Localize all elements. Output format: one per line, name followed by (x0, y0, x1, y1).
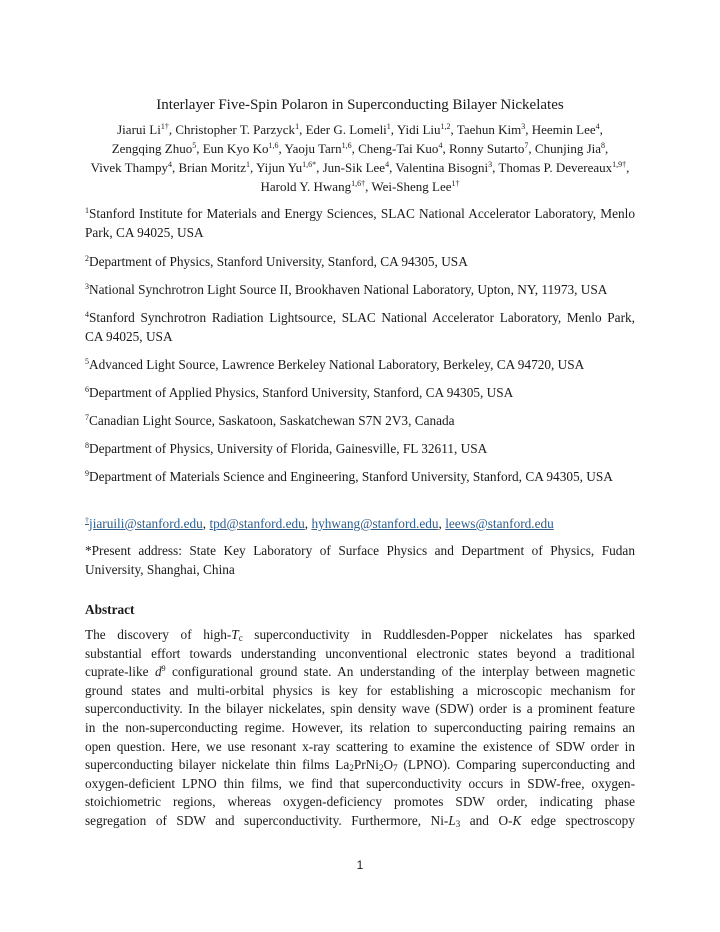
dagger-mark: † (85, 516, 89, 525)
author: Taehun Kim (456, 122, 522, 137)
abstract-line: superconducting bilayer nickelate thin films $La_2PrNi_2O_7$ (LPNO). Comparing superconducting and (85, 757, 635, 774)
author: Harold Y. Hwang (260, 179, 352, 194)
abstract-line: superconductivity. In the bilayer nickelates, spin density wave (SDW) order is a prominent feature (85, 701, 635, 717)
abstract-line: ground states and multi-orbital physics is key for establishing a microscopic mechanism for (85, 682, 635, 698)
author: Zengqing Zhuo (111, 141, 193, 156)
affiliation: $^9$Department of Materials Science and Engineering, Stanford University, Stanford, CA 94305, USA (85, 469, 613, 484)
affiliation: $^8$Department of Physics, University of Florida, Gainesville, FL 32611, USA (85, 441, 488, 456)
abstract-line: open question. Here, we use resonant x-ray scattering to examine the existence of SDW order in (85, 738, 635, 754)
page-number: 1 (356, 858, 364, 872)
author-line-3: Vivek Thampy$^4$, Brian Moritz$^1$, Yijun $Yu^{1,6*}$, Jun-Sik Lee$^4$, Valentina Bisogni$^3$, Thomas P. Devereaux$^{1,9\dagger}$, Harold Y. Hwang$^{1,6\dagger}$, Wei-Sheng Lee$^{1\dagger}$ (90, 160, 630, 194)
affiliation: $^4$Stanford Synchrotron Radiation Lightsource, SLAC National Accelerator Laboratory, Menlo Park, CA 94025, USA (85, 310, 635, 344)
abstract-line: substantial effort towards understanding unconventional electronic states beyond a traditional (85, 645, 635, 661)
author: Yijun Yu (256, 160, 303, 175)
author-line-2: Zengqing Zhuo$^5$, Eun Kyo Ko$^{1,6}$, Yaoju Tarn$^{1,6}$, Cheng-Tai Kuo$^4$, Ronny Sutarto$^7$, Chunjing Jia$^8$, (111, 141, 609, 156)
abstract-line: in the non-superconducting regime. However, its relation to superconducting pairing remains an (85, 719, 635, 735)
corresponding-emails: †jiaruili@stanford.edu, tpd@stanford.edu, hyhwang@stanford.edu, leews@stanford.edu (85, 516, 554, 531)
email-link[interactable]: leews@stanford.edu (445, 516, 554, 531)
author: Cheng-Tai Kuo (358, 141, 439, 156)
author: Yaoju Tarn (284, 141, 342, 156)
author: Wei-Sheng Lee (371, 179, 452, 194)
author: Vivek Thampy (90, 160, 168, 175)
abstract-line: The discovery of high-$T_c$ superconductivity in Ruddlesden-Popper nickelates has sparked (85, 627, 635, 643)
abstract-body (85, 626, 635, 831)
email-link[interactable]: tpd@stanford.edu (209, 516, 305, 531)
author: Jiarui Li (117, 122, 161, 137)
abstract-line: stoichiometric regions, whereas oxygen-deficiency promotes SDW order, indicating phase (85, 794, 635, 810)
paper-title: Interlayer Five-Spin Polaron in Superconducting Bilayer Nickelates (156, 97, 564, 113)
author: Yidi Liu (396, 122, 441, 137)
abstract-heading: Abstract (85, 602, 135, 617)
author: Jun-Sik Lee (322, 160, 386, 175)
affiliation: $^5$Advanced Light Source, Lawrence Berkeley National Laboratory, Berkeley, CA 94720, USA (85, 357, 585, 372)
author-list (84, 120, 636, 196)
author: Ronny Sutarto (448, 141, 525, 156)
present-address: *Present address: State Key Laboratory of Surface Physics and Department of Physics, Fudan University, Shanghai, China (85, 543, 635, 577)
abstract-line: oxygen-deficient LPNO thin films, we find that superconductivity occurs in SDW-free, oxygen- (85, 775, 635, 791)
author: Thomas P. Devereaux (498, 160, 613, 175)
author: Heemin Lee (531, 122, 596, 137)
author: Christopher T. Parzyck (175, 122, 296, 137)
abstract-line: cuprate-like $d^9$ configurational ground state. An understanding of the interplay between magnetic (85, 664, 635, 680)
author: Brian Moritz (178, 160, 246, 175)
email-link[interactable]: jiaruili@stanford.edu (89, 516, 203, 531)
author: Chunjing Jia (534, 141, 602, 156)
author-line-1: Jiarui $Li^{1\dagger}$, Christopher T. Parzyck$^1$, Eder G. Lomeli$^1$, Yidi Liu$^{1,2}$, Taehun Kim$^3$, Heemin Lee$^4$, (117, 122, 603, 137)
author: Eder G. Lomeli (305, 122, 387, 137)
author: Eun Kyo Ko (202, 141, 269, 156)
email-link[interactable]: hyhwang@stanford.edu (311, 516, 439, 531)
author: Valentina Bisogni (395, 160, 489, 175)
abstract-line: segregation of SDW and superconductivity. Furthermore, $Ni-L_3$ and O-K edge spectroscopy (85, 812, 635, 829)
affiliation: $^7$Canadian Light Source, Saskatoon, Saskatchewan S7N 2V3, Canada (85, 413, 455, 428)
affiliation: $^6$Department of Applied Physics, Stanford University, Stanford, CA 94305, USA (85, 385, 514, 400)
affiliation: $^3$National Synchrotron Light Source II, Brookhaven National Laboratory, Upton, NY, 11973, USA (85, 282, 608, 297)
affiliation: $^2$Department of Physics, Stanford University, Stanford, CA 94305, USA (85, 254, 468, 269)
affiliation: $^1$Stanford Institute for Materials and Energy Sciences, SLAC National Accelerator Laboratory, Menlo Park, CA 94025, USA (85, 206, 635, 240)
